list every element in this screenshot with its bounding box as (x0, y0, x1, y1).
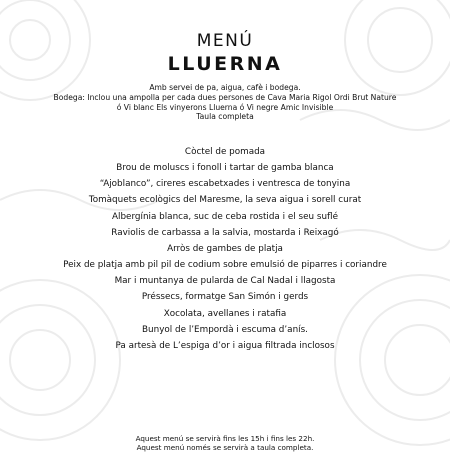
course-item: “Ajoblanco”, cireres escabetxades i ventresca de tonyina (99, 179, 351, 190)
menu-title: MENÚ (196, 31, 254, 51)
menu-subtitle: LLUERNA (167, 53, 283, 75)
course-item: Albergínia blanca, suc de ceba rostida i el seu suflé (112, 211, 338, 222)
intro-line: ó Vi blanc Els vinyerons Lluerna ó Vi negre Amic Invisible (116, 102, 334, 112)
service-notes (0, 434, 450, 452)
course-item: Tomàquets ecològics del Maresme, la seva aigua i sorell curat (88, 195, 362, 206)
course-item: Peix de platja amb pil pil de codium sobre emulsió de piparres i coriandre (63, 260, 387, 271)
course-item: Pa artesà de L’espiga d’or i aigua filtrada inclosos (115, 340, 335, 351)
intro-line: Taula completa (196, 112, 254, 122)
menu-intro (0, 83, 450, 122)
course-item: Préssecs, formatge San Simón i gerds (141, 292, 309, 303)
service-note: Aquest menú només se servirà a taula completa. (136, 443, 314, 452)
service-note: Aquest menú se servirà fins les 15h i fins les 22h. (135, 434, 315, 443)
course-item: Brou de moluscs i fonoll i tartar de gamba blanca (116, 163, 334, 174)
course-list (0, 144, 450, 354)
course-item: Arròs de gambes de platja (167, 243, 283, 254)
course-item: Còctel de pomada (184, 147, 266, 157)
course-item: Bunyol de l’Empordà i escuma d’anís. (142, 324, 308, 335)
course-item: Xocolata, avellanes i ratafia (163, 308, 287, 319)
course-item: Mar i muntanya de pularda de Cal Nadal i llagosta (114, 276, 336, 287)
intro-line: Amb servei de pa, aigua, cafè i bodega. (149, 83, 301, 92)
intro-line: Bodega: Inclou una ampolla per cada dues persones de Cava Maria Rigol Ordi Brut Nature (53, 92, 397, 102)
course-item: Raviolis de carbassa a la salvia, mostarda i Reixagó (111, 227, 339, 238)
